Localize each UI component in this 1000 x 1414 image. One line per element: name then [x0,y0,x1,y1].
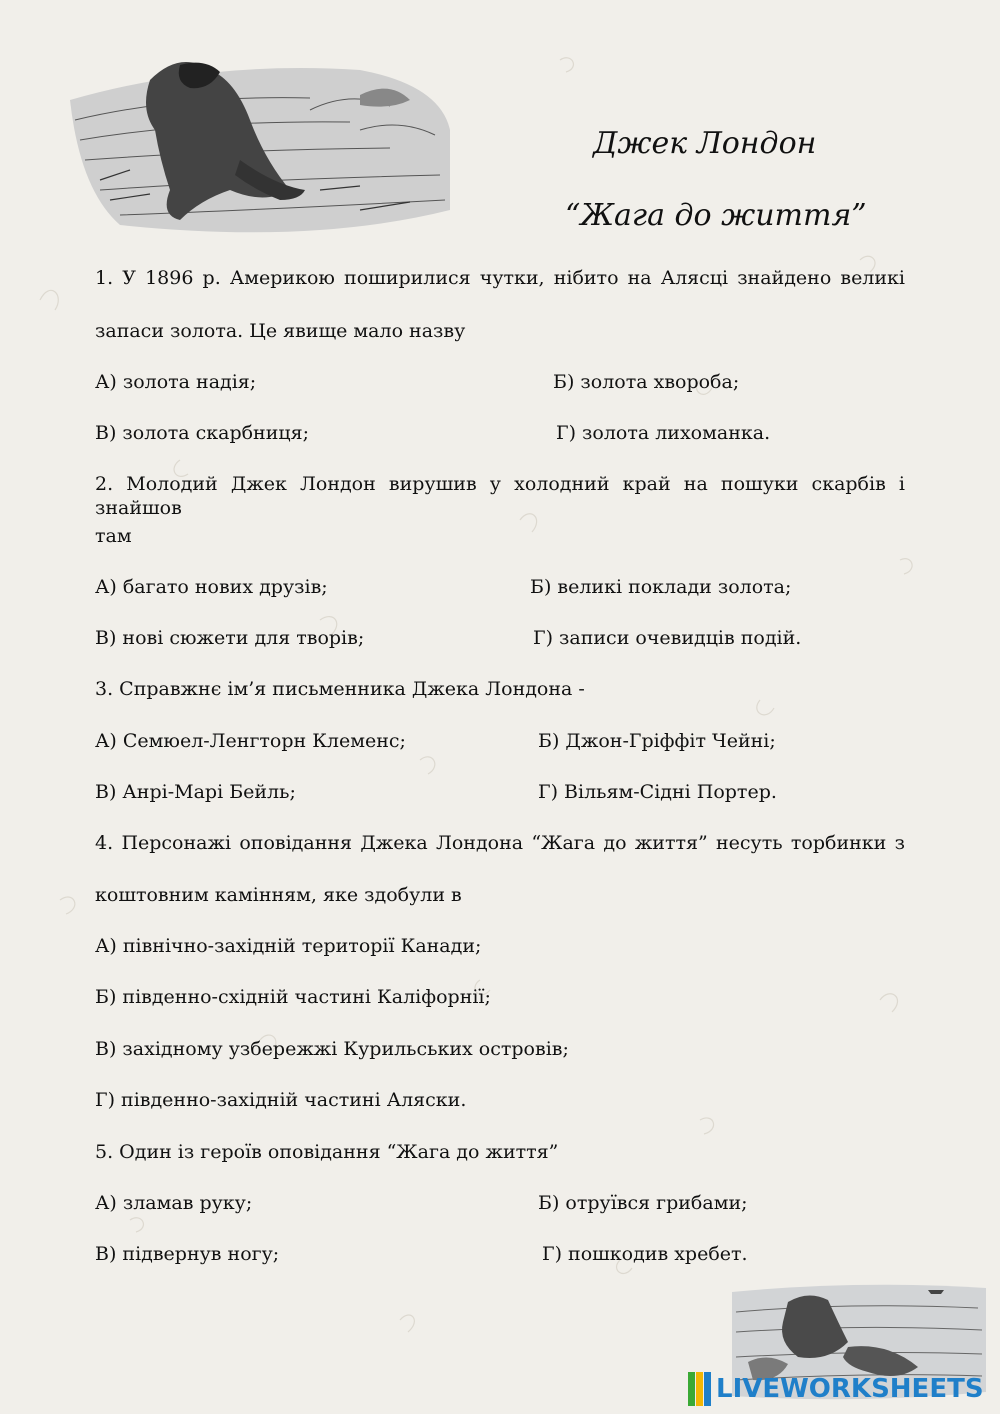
question-1-option-c[interactable]: В) золота скарбниця; [95,422,309,444]
question-1-text: 1. У 1896 р. Америкою поширилися чутки, нібито на Алясці знайдено великі [95,267,905,289]
liveworksheets-logo-icon [688,1372,712,1406]
question-1-option-a[interactable]: А) золота надія; [95,371,257,393]
question-3-option-d[interactable]: Г) Вільям-Сідні Портер. [538,781,777,803]
question-2-text-continued: там [95,525,132,547]
question-1-option-d[interactable]: Г) золота лихоманка. [556,422,771,444]
question-2-option-a[interactable]: А) багато нових друзів; [95,576,328,598]
man-crawling-illustration [60,40,455,240]
question-5-option-d[interactable]: Г) пошкодив хребет. [542,1243,748,1265]
question-4-text: 4. Персонажі оповідання Джека Лондона “Жага до життя” несуть торбинки з [95,832,905,854]
question-2-option-b[interactable]: Б) великі поклади золота; [530,576,792,598]
question-5-text: 5. Один із героїв оповідання “Жага до життя” [95,1141,559,1163]
question-5-option-a[interactable]: А) зламав руку; [95,1192,253,1214]
question-2-text: 2. Молодий Джек Лондон вирушив у холодний край на пошуки скарбів і знайшов [95,473,905,519]
question-5-option-c[interactable]: В) підвернув ногу; [95,1243,280,1265]
question-4-option-c[interactable]: В) західному узбережжі Курильських островів; [95,1038,569,1060]
question-4-option-b[interactable]: Б) південно-східній частині Каліфорнії; [95,986,491,1008]
question-3-option-a[interactable]: А) Семюел-Ленгторн Клеменс; [95,730,406,752]
question-5-option-b[interactable]: Б) отруївся грибами; [538,1192,748,1214]
question-3-option-c[interactable]: В) Анрі-Марі Бейль; [95,781,296,803]
question-2-option-d[interactable]: Г) записи очевидців подій. [533,627,802,649]
liveworksheets-brand-text: LIVEWORKSHEETS [716,1374,984,1404]
question-1-text-continued: запаси золота. Це явище мало назву [95,320,466,342]
question-2-option-c[interactable]: В) нові сюжети для творів; [95,627,365,649]
question-4-text-continued: коштовним камінням, яке здобули в [95,884,462,906]
question-4-option-d[interactable]: Г) південно-західній частині Аляски. [95,1089,467,1111]
liveworksheets-brand[interactable] [688,1370,992,1408]
question-4-option-a[interactable]: А) північно-західній території Канади; [95,935,482,957]
question-3-option-b[interactable]: Б) Джон-Гріффіт Чейні; [538,730,776,752]
work-title: “Жага до життя” [565,198,867,233]
question-3-text: 3. Справжнє ім’я письменника Джека Лондона - [95,678,585,700]
author-title: Джек Лондон [593,126,817,161]
question-1-option-b[interactable]: Б) золота хвороба; [553,371,740,393]
